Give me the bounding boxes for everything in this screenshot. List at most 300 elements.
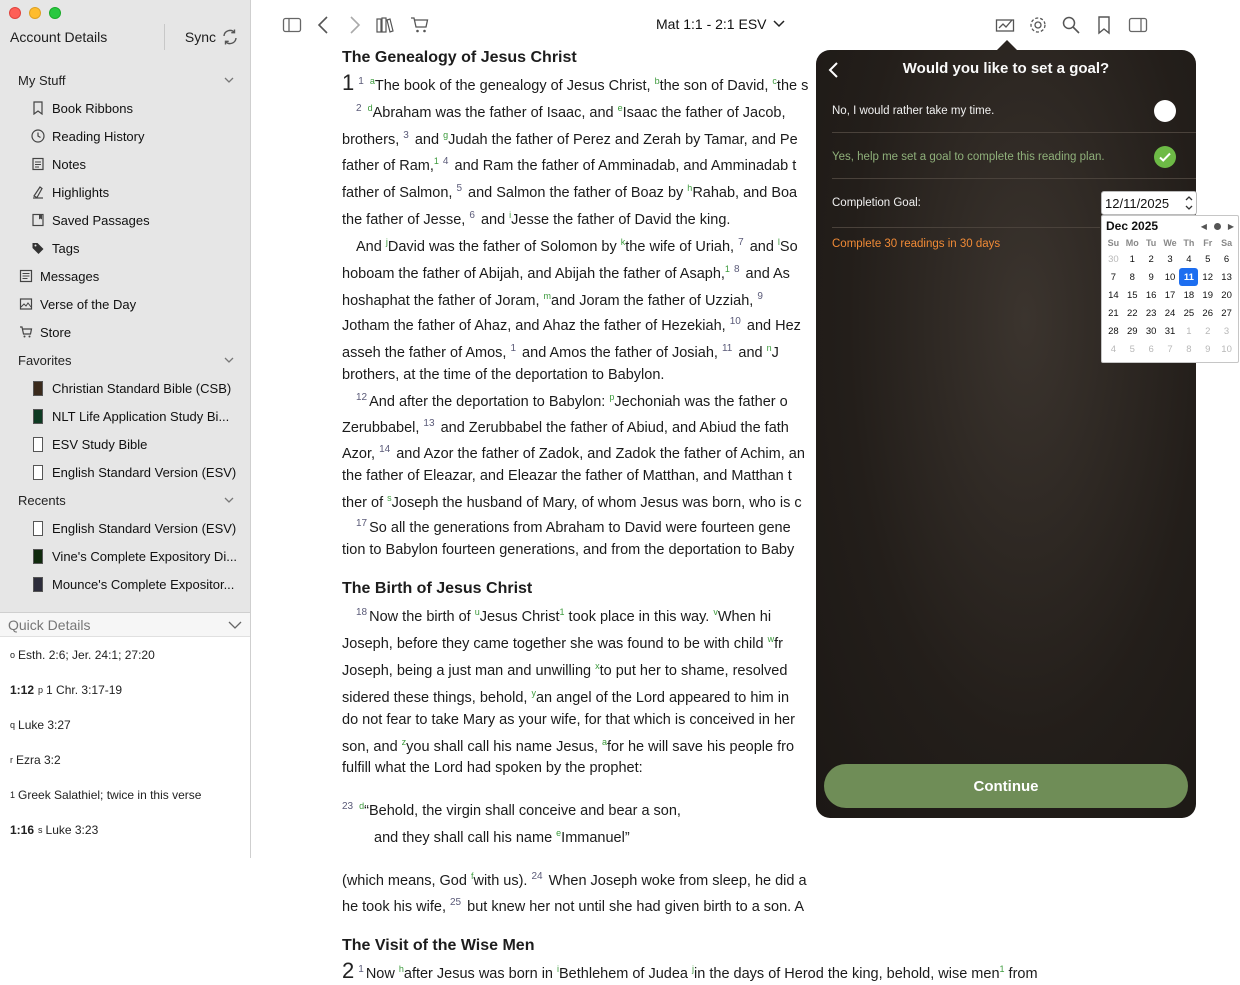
reading-plan-icon [995,15,1015,35]
sidebar-item-label: English Standard Version (ESV) [52,464,237,480]
sidebar-item-label: NLT Life Application Study Bi... [52,408,230,424]
cart-icon [410,15,430,35]
calendar-day[interactable]: 8 [1129,271,1135,283]
calendar-day[interactable]: 12 [1202,271,1213,283]
verse-of-the-day-icon [19,297,33,311]
completion-date-input[interactable] [1101,191,1197,215]
footnote-marker[interactable]: u [474,607,480,618]
section-label: Favorites [18,352,72,368]
sidebar-item-label: Notes [52,156,86,172]
verse-text: to put her to shame, resolved [599,662,788,679]
section-label: My Stuff [18,72,66,88]
footnote-marker[interactable]: y [531,687,536,698]
option-label: No, I would rather take my time. [832,105,995,117]
calendar-day[interactable]: 9 [1148,271,1154,283]
radio-unchecked-icon[interactable] [1154,100,1176,122]
verse-text: in the days of Herod the king, behold, wise men [694,965,1000,982]
section-heading: The Visit of the Wise Men [342,936,535,954]
sidebar-item-label: ESV Study Bible [52,436,148,452]
calendar-day[interactable]: 10 [1164,271,1176,283]
section-my-stuff[interactable] [0,66,250,94]
verse-text: Azor, [342,445,380,462]
footnote-marker[interactable]: e [617,102,623,113]
verse-text: Isaac the father of Jacob, [622,104,786,121]
verse-number[interactable]: 25 [450,896,462,908]
calendar-day[interactable]: 28 [1108,325,1119,337]
weekday-label: Su [1107,238,1120,248]
quick-details-row[interactable] [10,812,250,847]
sidebar-item-favorite[interactable] [0,374,250,402]
verse-text: the father of Eleazar, and Eleazar the father of Matthan, and Matthan t [342,467,792,484]
calendar-day[interactable]: 17 [1164,289,1176,301]
verse-text: Zerubbabel, [342,419,424,436]
verse-text: So all the generations from Abraham to David were fourteen gene [369,520,791,537]
verse-text: J [771,345,779,362]
back-button[interactable] [313,14,335,36]
verse-text: father of Ram, [342,158,434,175]
calendar-day[interactable]: 3 [1167,253,1173,265]
verse-text: Rahab, and Boa [692,185,798,202]
chevron-down-icon [228,620,242,630]
verse-text: Abraham was the father of Isaac, and [372,104,618,121]
verse-text: and Joram the father of Uzziah, [551,292,758,309]
calendar-day[interactable]: 21 [1108,307,1119,319]
verse-text: you shall call his name Jesus, [406,738,603,755]
verse-text: and [745,238,778,255]
footnote-marker[interactable]: 1 [999,963,1005,974]
verse-text: And [356,238,386,255]
calendar-day[interactable]: 6 [1148,343,1154,355]
sidebar-item-favorite[interactable] [0,430,250,458]
footnote-marker[interactable]: e [556,828,562,839]
verse-number[interactable]: 12 [356,392,368,404]
reference-selector[interactable] [656,16,785,32]
verse-number[interactable]: 13 [423,417,435,429]
calendar-day[interactable]: 3 [1223,325,1230,337]
verse-text: from [1004,965,1038,982]
text-line [342,865,1240,892]
verse-text: ther of [342,494,388,511]
sidebar [0,0,251,858]
calendar-day[interactable]: 16 [1145,289,1157,301]
sidebar-item-reading-history[interactable] [0,122,250,150]
verse-text: David was the father of Solomon by [387,238,621,255]
sidebar-item-book-ribbons[interactable] [0,94,250,122]
verse-text: the son of David, [659,77,773,94]
verse-text: he took his wife, [342,898,450,915]
footnote-marker[interactable]: l [777,236,780,247]
footnote-marker[interactable]: s [387,492,392,503]
weekday-label: Tu [1145,238,1157,248]
footnote-marker[interactable]: n [766,343,772,354]
calendar-day[interactable]: 1 [1129,253,1135,265]
search-icon [1061,15,1081,35]
sidebar-icon [282,15,302,35]
footnote-marker[interactable]: g [443,129,449,140]
calendar-day[interactable]: 9 [1205,343,1211,355]
goal-summary: Complete 30 readings in 30 days [832,238,1001,250]
sidebar-item-saved-passages[interactable] [0,206,250,234]
goal-popover [816,50,1196,818]
verse-text: “Behold, the virgin shall conceive and bear a son, [364,803,681,820]
sidebar-item-store[interactable] [0,318,250,346]
popover-arrow [997,40,1017,50]
verse-text: Jesse the father of David the king. [511,211,731,228]
calendar-day[interactable]: 13 [1221,271,1232,283]
footnote-marker[interactable]: f [470,871,474,882]
sidebar-item-label: Mounce's Complete Expositor... [52,576,235,592]
verse-text: after Jesus was born in [403,965,558,982]
option-no-goal[interactable] [832,98,1196,124]
chevron-down-icon [224,75,234,85]
verse-text: and Salmon the father of Boaz by [464,185,688,202]
sidebar-item-recent[interactable] [0,542,250,570]
calendar-day[interactable]: 24 [1164,307,1176,319]
verse-text: and [410,131,444,148]
calendar-day[interactable]: 14 [1108,289,1119,301]
footnote-marker[interactable]: m [543,290,552,301]
footnote-marker[interactable]: j [385,236,388,247]
sidebar-item-label: Saved Passages [52,212,150,228]
library-button[interactable] [374,14,396,36]
calendar-day[interactable]: 27 [1221,307,1232,319]
section-label: Recents [18,492,66,508]
quick-details-row[interactable] [10,672,250,707]
reading-plans-button[interactable] [994,14,1016,36]
calendar-day[interactable]: 26 [1202,307,1213,319]
calendar-month-title: Dec 2025 [1106,219,1159,233]
sync-icon [220,27,240,47]
checkmark-icon[interactable] [1154,146,1176,168]
sidebar-item-label: Verse of the Day [40,296,137,312]
previous-month-icon[interactable]: ◀ [1200,221,1207,231]
forward-button[interactable] [343,14,365,36]
calendar-day[interactable]: 18 [1183,289,1195,301]
verse-number[interactable]: 3 [403,129,409,141]
verse-number[interactable]: 23 [342,801,354,813]
footnote-marker[interactable]: 1 [559,607,565,618]
chevron-down-icon [773,20,785,28]
calendar-day[interactable]: 22 [1126,307,1138,319]
verse-number[interactable]: 4 [442,156,449,168]
calendar-day[interactable]: 6 [1223,253,1230,265]
verse-number[interactable]: 11 [721,343,733,355]
verse-text: tion to Babylon fourteen generations, and from the deportation to Baby [342,542,795,559]
highlighter-icon [31,185,45,199]
verse-text: and Hez [742,318,801,335]
verse-number[interactable]: 5 [456,183,463,195]
footnote-marker[interactable]: p [609,392,615,403]
sidebar-item-messages[interactable] [0,262,250,290]
text-line [342,958,1240,985]
verse-text: fr [774,635,783,652]
footnote-marker[interactable]: w [767,634,775,645]
zoom-window-button[interactable] [49,7,61,19]
footnote-marker[interactable]: v [713,607,718,618]
verse-ref: 1:12 [10,682,35,697]
verse-text: Jesus Christ [479,609,560,626]
sidebar-item-tags[interactable] [0,234,250,262]
verse-text: Now [365,965,399,982]
sidebar-item-recent[interactable] [0,570,250,598]
sync-label: Sync [184,29,216,45]
quick-details-row[interactable] [10,637,250,672]
verse-text: So [779,238,798,255]
chevron-right-icon [344,15,364,35]
quick-details-header[interactable] [0,613,250,637]
calendar-day[interactable]: 5 [1129,343,1135,355]
verse-number[interactable]: 18 [356,607,368,619]
verse-text: do not fear to take Mary as your wife, for that which is conceived in her [342,711,795,728]
verse-number[interactable]: 8 [733,263,740,275]
calendar-day[interactable]: 4 [1110,343,1117,355]
calendar-grid [1102,236,1238,358]
sidebar-item-highlights[interactable] [0,178,250,206]
cross-reference-text: Ezra 3:2 [16,752,61,767]
chevron-left-icon [314,15,334,35]
section-favorites[interactable] [0,346,250,374]
calendar-day[interactable]: 20 [1221,289,1232,301]
today-dot-icon[interactable] [1214,223,1221,230]
book-cover-icon [33,577,43,592]
completion-goal-label: Completion Goal: [832,197,921,209]
library-icon [375,15,395,35]
toolbar [251,0,1240,48]
verse-text: Immanuel” [561,830,630,847]
continue-button[interactable]: Continue [824,764,1188,808]
sidebar-item-recent[interactable] [0,514,250,542]
sidebar-item-label: Book Ribbons [52,100,133,116]
verse-text: the s [776,77,809,94]
date-value: 12/11/2025 [1105,195,1170,211]
settings-button[interactable] [1027,14,1049,36]
book-cover-icon [33,409,43,424]
toggle-sidebar-button[interactable] [281,14,303,36]
calendar-day[interactable]: 30 [1108,253,1119,265]
verse-text: and [734,345,767,362]
verse-number[interactable]: 1 [510,343,517,355]
verse-text: and [476,211,510,228]
calendar-day[interactable]: 7 [1110,271,1117,283]
cross-reference-text: Luke 3:27 [18,717,71,732]
footnote-mark: r [10,754,13,765]
popover-title: Would you like to set a goal? [902,60,1110,77]
chevron-down-icon [224,495,234,505]
footnote-marker[interactable]: i [557,963,560,974]
verse-text: Bethlehem of Judea [559,965,693,982]
verse-text: Joseph, before they came together she was found to be with child [342,635,768,652]
verse-text: and Amos the father of Josiah, [518,345,722,362]
footnote-mark: s [38,824,43,835]
footnote-marker[interactable]: h [687,183,693,194]
sidebar-item-favorite[interactable] [0,458,250,486]
divider [832,227,1100,228]
verse-ref: 1:16 [10,822,35,837]
calendar-day[interactable]: 2 [1205,325,1211,337]
toggle-right-panel-button[interactable] [1127,14,1149,36]
footnote-marker[interactable]: a [369,76,375,86]
footnote-marker[interactable]: j [692,963,695,974]
footnote-marker[interactable]: c [772,76,777,86]
verse-text: sidered these things, behold, [342,689,532,706]
verse-text: hoboam the father of Abijah, and Abijah the father of Asaph, [342,265,725,282]
verse-text: Jotham the father of Ahaz, and Ahaz the father of Hezekiah, [342,318,730,335]
divider [164,24,165,50]
section-heading: The Genealogy of Jesus Christ [342,49,577,66]
cross-reference-text: Luke 3:23 [45,822,99,837]
verse-text: took place in this way. [564,609,714,626]
divider [832,178,1196,179]
sidebar-item-label: Vine's Complete Expository Di... [52,548,238,564]
right-panel-icon [1128,15,1148,35]
verse-number[interactable]: 7 [738,236,744,248]
verse-number[interactable]: 1 [358,963,364,975]
footnote-marker[interactable]: d [359,801,365,812]
clock-icon [31,129,45,143]
calendar-day[interactable]: 31 [1164,325,1176,337]
verse-number[interactable]: 24 [531,871,543,883]
verse-text: When Joseph woke from sleep, he did a [544,872,807,889]
footnote-marker[interactable]: d [367,102,373,113]
book-cover-icon [33,437,43,452]
book-cover-icon [33,549,43,564]
cart-icon [19,325,33,339]
sidebar-item-label: Messages [40,268,100,284]
sidebar-item-notes[interactable] [0,150,250,178]
bookmark-icon [31,101,45,115]
verse-text: The book of the genealogy of Jesus Christ, [374,77,655,94]
search-button[interactable] [1060,14,1082,36]
verse-text: for he will save his people fro [607,738,795,755]
option-set-goal[interactable] [832,144,1196,170]
calendar-day[interactable]: 30 [1145,325,1157,337]
verse-number[interactable]: 14 [379,443,391,455]
minimize-window-button[interactable] [29,7,41,19]
calendar-day[interactable]: 4 [1186,253,1192,265]
calendar-day-selected[interactable]: 11 [1179,268,1198,286]
calendar-day[interactable]: 2 [1148,253,1154,265]
account-details-button[interactable]: Account Details [10,29,108,45]
book-cover-icon [33,381,43,396]
text-line [342,892,1240,918]
weekday-label: We [1163,238,1177,248]
verse-number[interactable]: 9 [757,290,763,302]
verse-text: fulfill what the Lord had spoken by the prophet: [342,760,643,777]
verse-number[interactable]: 6 [469,210,475,222]
footnote-marker[interactable]: a [602,736,608,747]
footnote-mark: q [10,719,16,730]
verse-text: Judah the father of Perez and Zerah by Tamar, and Pe [448,131,798,148]
verse-text: the wife of Uriah, [625,238,739,255]
cross-reference-text: 1 Chr. 3:17-19 [46,682,123,697]
footnote-text: Greek Salathiel; twice in this verse [18,787,202,802]
weekday-label: Th [1183,238,1195,248]
verse-text: an angel of the Lord appeared to him in [535,689,790,706]
verse-text: When hi [717,609,772,626]
footnote-marker[interactable]: z [401,736,407,747]
window-controls [9,7,61,19]
sidebar-item-verse-of-the-day[interactable] [0,290,250,318]
calendar-day[interactable]: 1 [1186,325,1192,337]
weekday-label: Mo [1125,238,1139,248]
verse-number[interactable]: 10 [729,316,741,328]
calendar-day[interactable]: 23 [1145,307,1157,319]
quick-details-row[interactable] [10,707,250,742]
quick-details-row[interactable] [10,777,250,812]
quick-details-row[interactable] [10,742,250,777]
footnote-mark: o [10,649,16,660]
option-label: Yes, help me set a goal to complete this reading plan. [832,151,1105,163]
sidebar-item-label: Reading History [52,128,145,144]
sidebar-item-label: English Standard Version (ESV) [52,520,237,536]
weekday-label: Sa [1221,238,1233,248]
verse-text: And after the deportation to Babylon: [369,393,610,410]
footnote-marker[interactable]: x [595,660,600,671]
verse-text: asseh the father of Amos, [342,345,511,362]
sidebar-item-favorite[interactable] [0,402,250,430]
verse-text: hoshaphat the father of Joram, [342,292,544,309]
footnote-marker[interactable]: k [620,236,626,247]
gear-icon [1028,15,1048,35]
verse-text: brothers, at the time of the deportation to Babylon. [342,367,665,384]
reference-label: Mat 1:1 - 2:1 ESV [656,16,767,32]
verse-number[interactable]: 1 [358,76,364,87]
verse-number[interactable]: 17 [356,518,368,530]
calendar-day[interactable]: 7 [1167,343,1173,355]
footnote-marker[interactable]: 1 [724,263,730,274]
verse-text: father of Salmon, [342,185,457,202]
poetry-line [342,822,1240,849]
stepper-icon[interactable] [1184,194,1194,212]
verse-text: Jechoniah was the father o [614,393,788,410]
verse-text: Joseph, being a just man and unwilling [342,662,596,679]
calendar-day[interactable]: 29 [1126,325,1138,337]
calendar-day[interactable]: 25 [1183,307,1195,319]
calendar-day[interactable]: 5 [1205,253,1211,265]
footnote-mark: p [38,684,44,695]
date-picker-calendar [1101,215,1239,363]
store-button[interactable] [409,14,431,36]
quick-details-panel [0,612,250,858]
verse-text: and Zerubbabel the father of Abiud, and Abiud the fath [436,419,789,436]
bookmark-button[interactable] [1093,14,1115,36]
bookmark-icon [1094,15,1114,35]
calendar-day[interactable]: 8 [1186,343,1192,355]
footnote-marker[interactable]: h [398,963,404,974]
footnote-marker[interactable]: 1 [433,156,439,167]
sidebar-item-label: Store [40,324,72,340]
verse-text: (which means, God [342,872,471,889]
footnote-mark: 1 [10,789,16,800]
weekday-label: Fr [1203,238,1213,248]
book-cover-icon [33,465,43,480]
sidebar-item-label: Tags [52,240,80,256]
calendar-day[interactable]: 10 [1221,343,1232,355]
sync-button[interactable] [185,27,240,47]
sidebar-item-label: Christian Standard Bible (CSB) [52,380,232,396]
calendar-day[interactable]: 19 [1202,289,1213,301]
calendar-day[interactable]: 15 [1126,289,1138,301]
next-month-icon[interactable]: ▶ [1227,221,1234,231]
close-window-button[interactable] [9,7,21,19]
sidebar-item-label: Highlights [52,184,110,200]
note-icon [31,157,45,171]
verse-number[interactable]: 2 [356,102,362,114]
footnote-marker[interactable]: i [509,210,512,221]
saved-passage-icon [31,213,45,227]
footnote-marker[interactable]: b [654,76,660,86]
section-recents[interactable] [0,486,250,514]
